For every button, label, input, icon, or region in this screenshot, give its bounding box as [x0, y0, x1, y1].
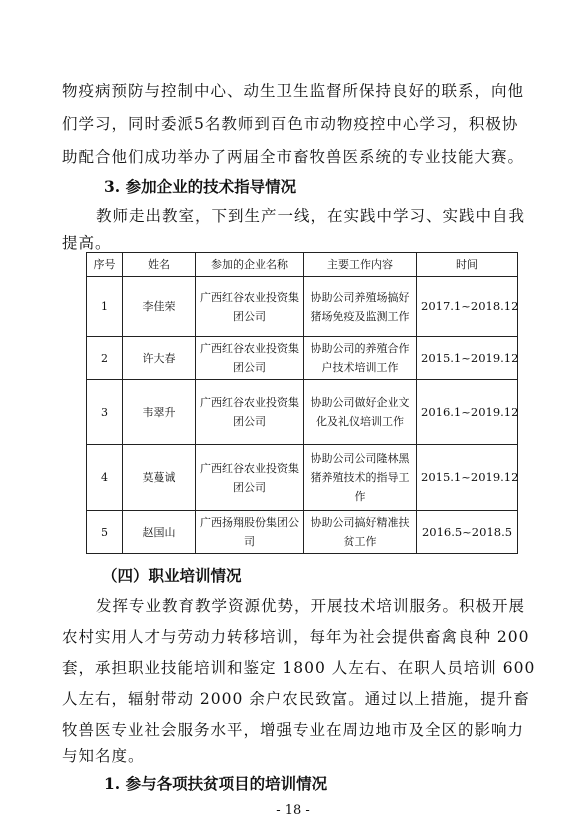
section3-line-1: 教师走出教室，下到生产一线，在实践中学习、实践中自我 [96, 207, 526, 225]
cell-company: 广西扬翔股份集团公司 [196, 511, 304, 554]
section3-heading: 3. 参加企业的技术指导情况 [104, 177, 297, 196]
cell-company: 广西红谷农业投资集团公司 [196, 380, 304, 445]
enterprise-guidance-table [86, 252, 518, 554]
cell-no: 2 [87, 337, 123, 380]
table-row [87, 511, 518, 554]
cell-time: 2017.1~2018.12 [417, 277, 518, 337]
cell-work: 协助公司搞好精准扶贫工作 [304, 511, 417, 554]
section4-line-1: 发挥专业教育教学资源优势，开展技术培训服务。积极开展 [96, 597, 526, 615]
cell-work: 协助公司的养殖合作户技术培训工作 [304, 337, 417, 380]
section4-line-2: 农村实用人才与劳动力转移培训，每年为社会提供畜禽良种 200 [62, 628, 530, 646]
intro-line-2: 们学习，同时委派5名教师到百色市动物疫控中心学习，积极协 [62, 115, 519, 133]
cell-name: 李佳荣 [123, 277, 196, 337]
section4-line-6: 与知名度。 [62, 747, 145, 765]
cell-no: 4 [87, 445, 123, 511]
cell-time: 2015.1~2019.12 [417, 445, 518, 511]
table-row [87, 337, 518, 380]
intro-line-3: 助配合他们成功举办了两届全市畜牧兽医系统的专业技能大赛。 [62, 148, 525, 166]
table-row [87, 277, 518, 337]
cell-work: 协助公司做好企业文化及礼仪培训工作 [304, 380, 417, 445]
cell-name: 许大春 [123, 337, 196, 380]
section4-line-4: 人左右，辐射带动 2000 余户农民致富。通过以上措施，提升畜 [62, 690, 530, 708]
table-row [87, 380, 518, 445]
cell-company: 广西红谷农业投资集团公司 [196, 277, 304, 337]
cell-no: 1 [87, 277, 123, 337]
cell-no: 3 [87, 380, 123, 445]
cell-name: 韦翠升 [123, 380, 196, 445]
cell-company: 广西红谷农业投资集团公司 [196, 337, 304, 380]
cell-no: 5 [87, 511, 123, 554]
intro-line-1: 物疫病预防与控制中心、动生卫生监督所保持良好的联系，向他 [62, 82, 525, 100]
page-number: - 18 - [276, 803, 310, 818]
section4-heading: （四）职业培训情况 [102, 566, 242, 585]
cell-name: 赵国山 [123, 511, 196, 554]
cell-time: 2016.1~2019.12 [417, 380, 518, 445]
cell-company: 广西红谷农业投资集团公司 [196, 445, 304, 511]
cell-work: 协助公司公司隆林黑猪养殖技术的指导工作 [304, 445, 417, 511]
table-row [87, 445, 518, 511]
header-company: 参加的企业名称 [196, 253, 304, 277]
cell-time: 2015.1~2019.12 [417, 337, 518, 380]
section4-line-5: 牧兽医专业社会服务水平，增强专业在周边地市及全区的影响力 [62, 721, 525, 739]
cell-time: 2016.5~2018.5 [417, 511, 518, 554]
table-header-row [87, 253, 518, 277]
section4-line-3: 套，承担职业技能培训和鉴定 1800 人左右、在职人员培训 600 [62, 659, 536, 677]
header-no: 序号 [87, 253, 123, 277]
header-name: 姓名 [123, 253, 196, 277]
header-time: 时间 [417, 253, 518, 277]
section3-line-2: 提高。 [62, 234, 112, 252]
subsection1-heading: 1. 参与各项扶贫项目的培训情况 [104, 774, 328, 793]
header-work: 主要工作内容 [304, 253, 417, 277]
cell-work: 协助公司养殖场搞好猪场免疫及监测工作 [304, 277, 417, 337]
cell-name: 莫蔓诚 [123, 445, 196, 511]
